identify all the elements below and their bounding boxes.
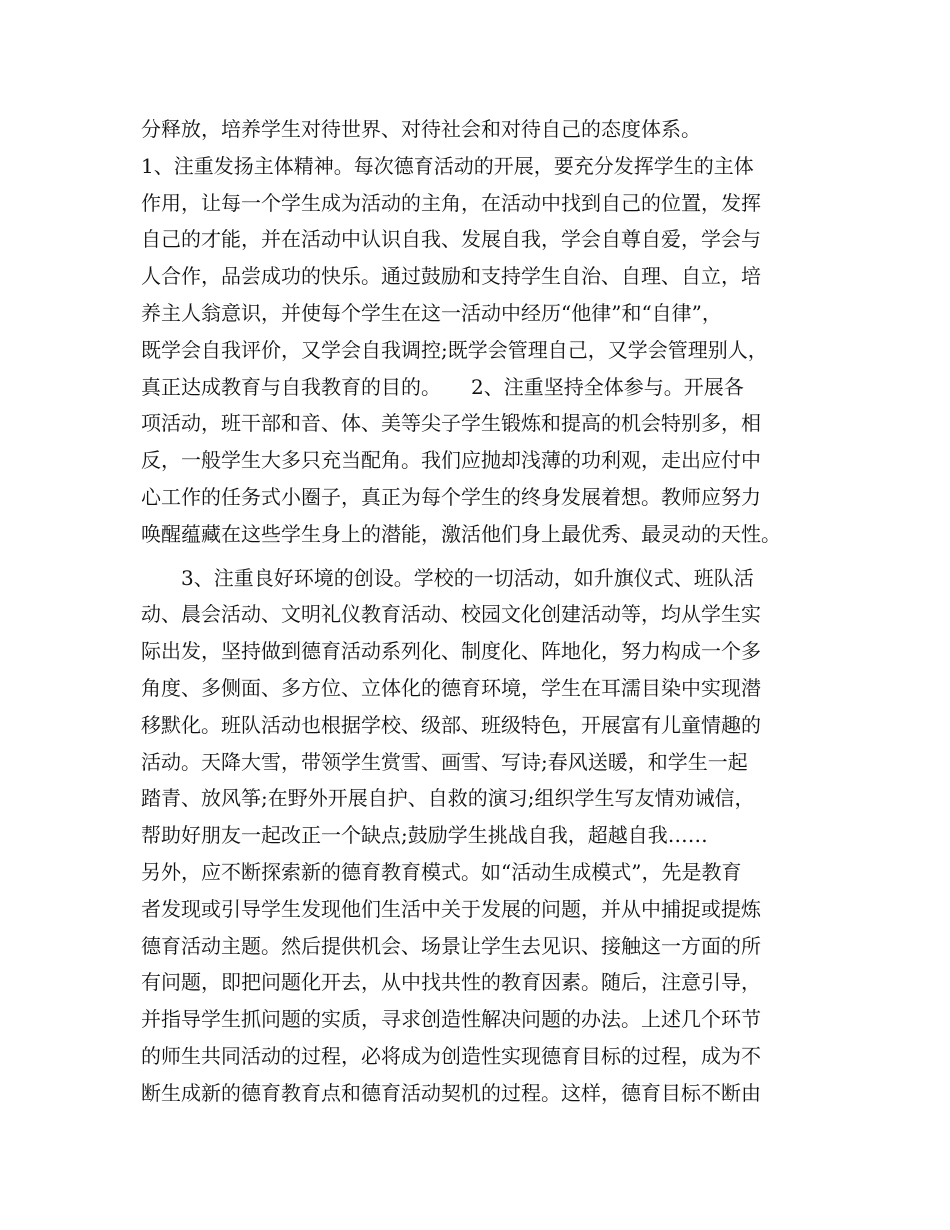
- text-line: 人合作，品尝成功的快乐。通过鼓励和支持学生自治、自理、自立，培: [141, 264, 761, 289]
- text-line: 项活动，班干部和音、体、美等尖子学生锻炼和提高的机会特别多，相: [141, 411, 761, 436]
- text-line: 动、晨会活动、文明礼仪教育活动、校园文化创建活动等，均从学生实: [141, 602, 761, 627]
- text-line: 1、注重发扬主体精神。每次德育活动的开展，要充分发挥学生的主体: [141, 153, 754, 178]
- text-line: 角度、多侧面、多方位、立体化的德育环境，学生在耳濡目染中实现潜: [141, 675, 761, 700]
- text-line: 作用，让每一个学生成为活动的主角，在活动中找到自己的位置，发挥: [141, 190, 761, 215]
- text-line: 养主人翁意识，并使每个学生在这一活动中经历“他律”和“自律”，: [141, 300, 722, 325]
- text-line: 分释放，培养学生对待世界、对待社会和对待自己的态度体系。: [141, 117, 701, 141]
- text-line: 反，一般学生大多只充当配角。我们应抛却浅薄的功利观，走出应付中: [141, 448, 761, 473]
- text-line: 心工作的任务式小圈子，真正为每个学生的终身发展着想。教师应努力: [141, 484, 761, 509]
- text-line: 有问题，即把问题化开去，从中找共性的教育因素。随后，注意引导，: [141, 970, 761, 995]
- text-line: 的师生共同活动的过程，必将成为创造性实现德育目标的过程，成为不: [141, 1043, 761, 1068]
- text-line: 另外，应不断探索新的德育教育模式。如“活动生成模式”，先是教育: [141, 859, 742, 884]
- text-line: 真正达成教育与自我教育的目的。 2、注重坚持全体参与。开展各: [141, 374, 744, 399]
- text-line: 唤醒蕴藏在这些学生身上的潜能，激活他们身上最优秀、最灵动的天性。: [141, 521, 781, 546]
- text-line: 并指导学生抓问题的实质，寻求创造性解决问题的办法。上述几个环节: [141, 1007, 761, 1032]
- text-line: 德育活动主题。然后提供机会、场景让学生去见识、接触这一方面的所: [141, 933, 761, 958]
- text-line: 既学会自我评价，又学会自我调控;既学会管理自己，又学会管理别人，: [141, 337, 768, 362]
- text-line: 断生成新的德育教育点和德育活动契机的过程。这样，德育目标不断由: [141, 1080, 761, 1105]
- text-line: 活动。天降大雪，带领学生赏雪、画雪、写诗;春风送暖，和学生一起: [141, 749, 748, 774]
- text-line: 际出发，坚持做到德育活动系列化、制度化、阵地化，努力构成一个多: [141, 639, 761, 664]
- text-line: 踏青、放风筝;在野外开展自护、自救的演习;组织学生写友情劝诫信，: [141, 786, 755, 811]
- text-line: 者发现或引导学生发现他们生活中关于发展的问题，并从中捕捉或提炼: [141, 896, 761, 921]
- body-text: [141, 111, 821, 1112]
- text-line: 自己的才能，并在活动中认识自我、发展自我，学会自尊自爱，学会与: [141, 227, 761, 252]
- text-line: 帮助好朋友一起改正一个缺点;鼓励学生挑战自我，超越自我……: [141, 823, 708, 848]
- text-line: 移默化。班队活动也根据学校、级部、班级特色，开展富有儿童情趣的: [141, 712, 761, 737]
- text-line: 3、注重良好环境的创设。学校的一切活动，如升旗仪式、班队活: [141, 565, 754, 590]
